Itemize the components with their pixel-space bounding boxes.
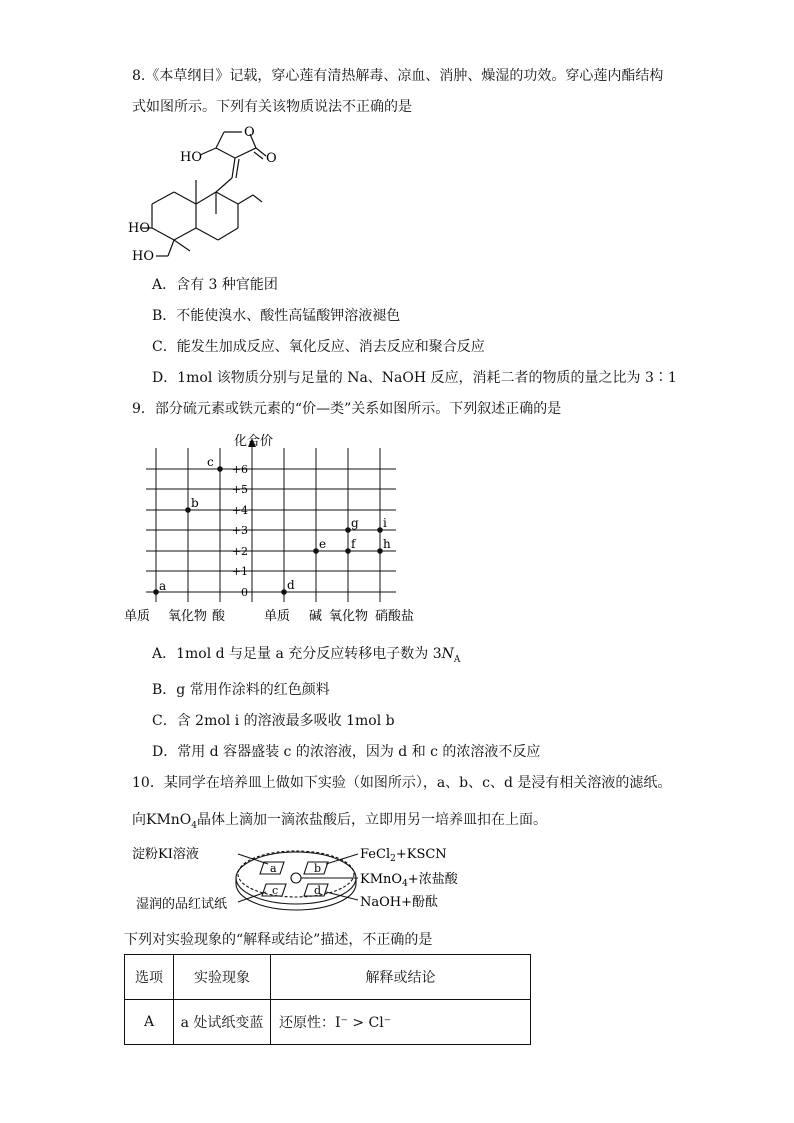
tick-plus6: +6 — [231, 463, 248, 476]
tick-plus1: +1 — [231, 565, 248, 578]
header-phenomenon: 实验现象 — [174, 955, 271, 1000]
point-c — [217, 466, 223, 472]
struct-o-ring: O — [244, 125, 255, 140]
q9-option-d: D．常用 d 容器盛装 c 的浓溶液，因为 d 和 c 的浓溶液不反应 — [152, 744, 541, 760]
cell-phenomenon: a 处试纸变蓝 — [174, 1000, 271, 1045]
cell-option: A — [125, 1000, 174, 1045]
struct-o-carbonyl: O — [266, 151, 277, 166]
valence-class-chart — [120, 428, 415, 626]
q10-stem-line1: 10．某同学在培养皿上做如下实验（如图所示），a、b、c、d 是浸有相关溶液的滤纸。 — [132, 775, 672, 791]
tick-plus3: +3 — [231, 524, 248, 537]
tick-zero: 0 — [241, 586, 248, 599]
cell-explanation: 还原性：I⁻ > Cl⁻ — [271, 1000, 531, 1045]
q9-option-a: A．1mol d 与足量 a 充分反应转移电子数为 $3N_A$ — [152, 646, 461, 665]
x-label-elemental-left: 单质 — [124, 609, 151, 624]
header-explanation: 解释或结论 — [271, 955, 531, 1000]
q9-option-c: C．含 2mol i 的溶液最多吸收 1mol b — [152, 713, 395, 729]
answer-table — [124, 954, 531, 1045]
x-label-acid: 酸 — [212, 609, 226, 624]
x-label-oxide-right: 氧化物 — [329, 609, 369, 624]
point-a — [153, 589, 159, 595]
q8-option-b: B．不能使溴水、酸性高锰酸钾溶液褪色 — [152, 308, 401, 324]
x-label-oxide-left: 氧化物 — [168, 609, 208, 624]
table-row — [125, 1000, 531, 1045]
label-kmno4-hcl: KMnO$_4$+浓盐酸 — [360, 872, 458, 889]
label-g: g — [351, 516, 359, 530]
label-a: a — [159, 579, 167, 593]
point-d — [281, 589, 287, 595]
tick-plus4: +4 — [231, 504, 248, 517]
label-d: d — [287, 578, 295, 592]
q9-stem: 9．部分硫元素或铁元素的“价—类”关系如图所示。下列叙述正确的是 — [132, 401, 562, 417]
point-f — [345, 548, 351, 554]
x-label-elemental-right: 单质 — [264, 609, 291, 624]
q9-option-b: B．g 常用作涂料的红色颜料 — [152, 682, 330, 698]
header-option: 选项 — [125, 955, 174, 1000]
q10-stem-line3: 下列对实验现象的“解释或结论”描述，不正确的是 — [124, 932, 433, 948]
label-starch-ki: 淀粉KI溶液 — [132, 847, 199, 862]
q8-stem-line1: 8.《本草纲目》记载，穿心莲有清热解毒、凉血、消肿、燥湿的功效。穿心莲内酯结构 — [132, 68, 664, 84]
q8-stem-line2: 式如图所示。下列有关该物质说法不正确的是 — [132, 99, 412, 115]
q10-stem-line2: 向KMnO$_4$晶体上滴加一滴浓盐酸后，立即用另一培养皿扣在上面。 — [132, 812, 548, 831]
label-fecl2-kscn: FeCl$_2$+KSCN — [360, 847, 447, 864]
label-magenta-paper: 湿润的品红试纸 — [136, 897, 228, 912]
point-h — [377, 548, 383, 554]
paper-d: d — [314, 884, 322, 897]
label-h: h — [383, 537, 391, 551]
paper-c: c — [272, 884, 279, 897]
petri-dish-diagram — [130, 840, 490, 928]
label-e: e — [319, 537, 327, 551]
point-b — [185, 507, 191, 513]
point-e — [313, 548, 319, 554]
struct-ho-left: HO — [128, 221, 150, 236]
paper-a: a — [270, 862, 277, 875]
q8-option-c: C．能发生加成反应、氧化反应、消去反应和聚合反应 — [152, 339, 485, 355]
label-i: i — [383, 516, 387, 530]
table-header-row — [125, 955, 531, 1000]
q8-option-d: D．1mol 该物质分别与足量的 Na、NaOH 反应，消耗二者的物质的量之比为 3∶1 — [152, 370, 677, 386]
struct-ho-bottom: HO — [132, 249, 154, 264]
q8-option-a: A．含有 3 种官能团 — [152, 277, 278, 293]
label-b: b — [191, 496, 199, 510]
label-naoh-phenolphthalein: NaOH+酚酞 — [360, 895, 439, 910]
label-c: c — [207, 455, 214, 469]
andrographolide-structure — [128, 118, 298, 268]
point-g — [345, 527, 351, 533]
x-label-base: 碱 — [309, 609, 323, 624]
paper-b: b — [314, 862, 322, 875]
tick-plus5: +5 — [231, 483, 248, 496]
chart-y-title: 化合价 — [234, 434, 274, 449]
label-f: f — [351, 537, 356, 551]
struct-ho-top: HO — [180, 150, 202, 165]
x-label-nitrate: 硝酸盐 — [375, 609, 415, 624]
tick-plus2: +2 — [231, 545, 248, 558]
point-i — [377, 527, 383, 533]
